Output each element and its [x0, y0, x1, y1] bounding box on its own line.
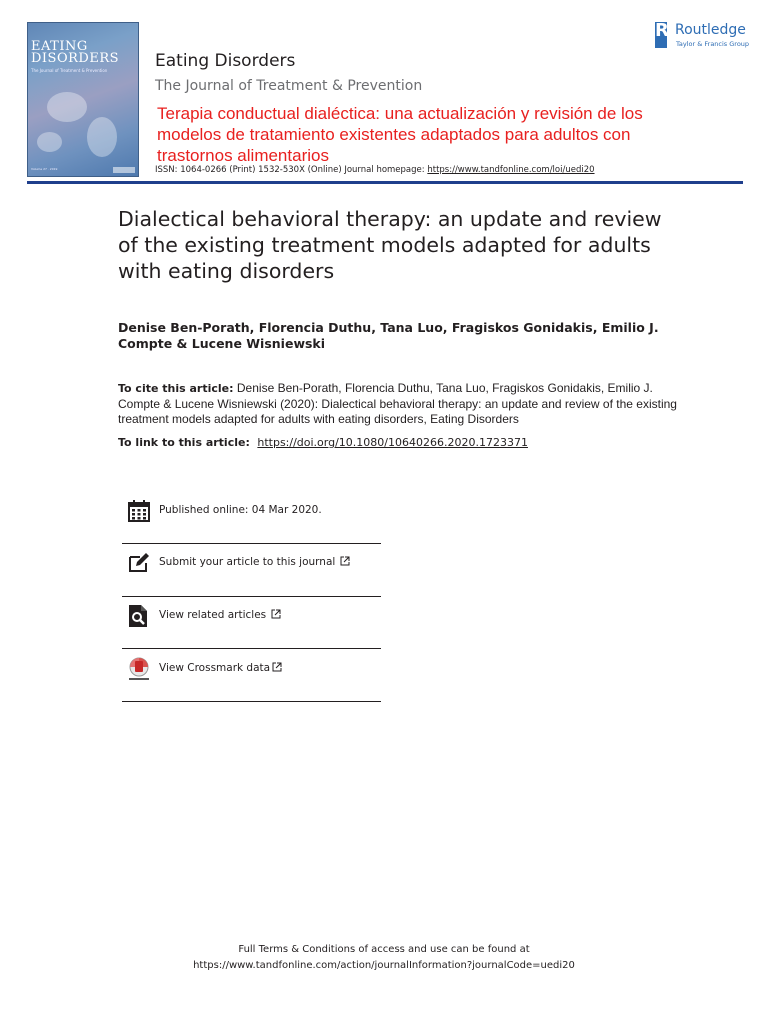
article-authors: Denise Ben-Porath, Florencia Duthu, Tana Luo, Fragiskos Gonidakis, Emilio J. Compte & Lucene Wisniewski: [118, 320, 659, 351]
cover-title-line2: DISORDERS: [31, 51, 120, 66]
journal-subtitle: The Journal of Treatment & Prevention: [155, 78, 423, 94]
routledge-logo-glyph: R: [655, 20, 669, 41]
related-articles-link[interactable]: [159, 609, 281, 621]
related-articles-label: View related articles: [159, 609, 267, 621]
doi-link[interactable]: https://doi.org/10.1080/10640266.2020.1723371: [257, 436, 528, 449]
link-label: To link to this article:: [118, 436, 250, 449]
header-divider: [27, 181, 743, 184]
crossmark-link[interactable]: [159, 662, 282, 674]
divider: [122, 596, 381, 597]
published-date: Published online: 04 Mar 2020.: [159, 504, 322, 516]
divider: [122, 701, 381, 702]
submit-article-label: Submit your article to this journal: [159, 556, 336, 568]
calendar-icon: [127, 499, 151, 523]
crossmark-label: View Crossmark data: [159, 662, 271, 674]
divider: [122, 648, 381, 649]
submit-article-link[interactable]: [159, 556, 350, 568]
cover-title: [31, 41, 137, 65]
external-link-icon: [271, 609, 281, 619]
issn-text: ISSN: 1064-0266 (Print) 1532-530X (Online) Journal homepage:: [155, 165, 428, 175]
publisher-tagline: Taylor & Francis Group: [676, 40, 750, 48]
external-link-icon: [340, 556, 350, 566]
publisher-name: Routledge: [675, 22, 746, 38]
journal-homepage-link[interactable]: https://www.tandfonline.com/loi/uedi20: [427, 165, 595, 175]
citation-text: Denise Ben-Porath, Florencia Duthu, Tana Luo, Fragiskos Gonidakis, Emilio J. Compte & Lucene Wisniewski (2020): Dialectical behavioral therapy: an update and review of the existing treatment models adapted for adults with eating disorders, Eating Disorders: [118, 381, 677, 426]
journal-cover: [27, 22, 139, 177]
cover-subtitle: The Journal of Treatment & Prevention: [31, 68, 108, 73]
search-document-icon: [127, 604, 151, 628]
spanish-title: Terapia conductual dialéctica: una actualización y revisión de los modelos de tratamiento existentes adaptados para adultos con trastornos alimentarios: [157, 104, 643, 165]
article-link-row: [118, 436, 528, 449]
crossmark-icon: [127, 657, 151, 681]
terms-footer: [0, 942, 768, 973]
citation-label: To cite this article:: [118, 382, 234, 395]
edit-icon: [127, 551, 151, 575]
terms-text: Full Terms & Conditions of access and use can be found at: [238, 944, 530, 955]
issn-line: [155, 165, 595, 175]
cover-publisher-logo: [113, 167, 135, 173]
article-title: Dialectical behavioral therapy: an update and review of the existing treatment models adapted for adults with eating disorders: [118, 207, 662, 283]
divider: [122, 543, 381, 544]
cover-volume: Volume 27 · 2019: [31, 167, 58, 171]
citation: [118, 381, 678, 428]
cover-title-line1: EATING: [31, 39, 88, 54]
external-link-icon: [272, 662, 282, 672]
terms-url[interactable]: https://www.tandfonline.com/action/journalInformation?journalCode=uedi20: [193, 959, 575, 971]
journal-name: Eating Disorders: [155, 51, 296, 71]
